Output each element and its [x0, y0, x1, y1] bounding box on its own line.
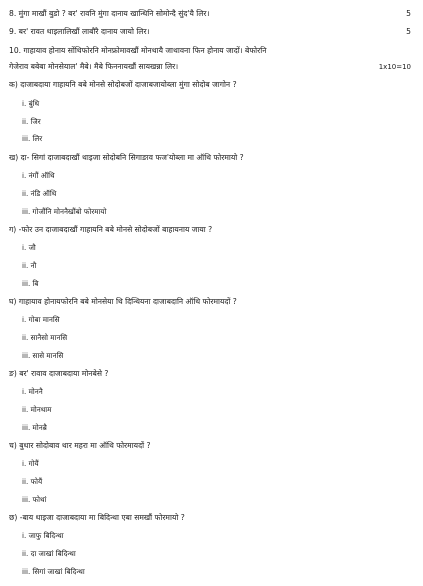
question-10-instruction-line1: 10. गाहायाव होनाय सोंथिफोरनि मोनफ्रोमावखौं मोनथायै जाथावना फिन होनाय जादों। बेफोरनि: [9, 46, 267, 55]
option-item: iii. बि: [22, 279, 39, 288]
option-item: ii. नौ: [22, 261, 37, 270]
option-item: ii. मोनथाम: [22, 405, 52, 414]
option-item: ii. सानैसो मानसि: [22, 333, 68, 342]
option-item: ii. जिर: [22, 117, 41, 126]
question-10-instruction-line2: गेजेराव बबेबा मोनसेयाल' मैबे। मैबे फिननायखौं सायखन्ना लिर।: [9, 62, 179, 71]
option-item: i. गोबा मानसि: [22, 315, 60, 324]
option-item: i. गोयैं: [22, 459, 39, 468]
option-item: iii. गोजौंनि मोननैखौंबो फोरमायो: [22, 207, 107, 216]
subquestion-text: ग) -फोर उन दाजाबदाखौं गाहायनि बबे मोनसे सोदोबजों बाहायनाय जाया ?: [9, 225, 213, 234]
option-item: ii. दा जाखां बिदिन्था: [22, 549, 76, 558]
option-item: iii. मोनब्रै: [22, 423, 47, 432]
subquestion-text: छ) -बाय थाइजा दाजाबदाया मा बिदिन्था एबा समखौं फोरमायो ?: [9, 513, 185, 522]
option-item: ii. फोयैं: [22, 477, 43, 486]
subquestion-text: घ) गाहायाव होनायफोरनि बबे मोनसेया थि दिन्थियना दाजाबदानि ऑथि फोरमायदों ?: [9, 297, 237, 306]
option-item: ii. नंडि ऑथि: [22, 189, 57, 198]
option-item: i. बुंथि: [22, 99, 40, 108]
option-item: i. जाफु बिदिन्था: [22, 531, 64, 540]
subquestion-text: च) बुथार सोदोबाव थार महरा मा ऑथि फोरमायदों ?: [9, 441, 151, 450]
option-item: iii. लिर: [22, 134, 43, 143]
question-8-marks: 5: [406, 9, 411, 18]
question-10-marks: 1x10=10: [378, 63, 411, 71]
subquestion-text: ख) दा- सिगां दाजाबदाखौं थाइजा सोदोबनि सिगाङाव फज'योब्ला मा ऑथि फोरमायो ?: [9, 153, 244, 162]
question-9-marks: 5: [406, 27, 411, 36]
option-item: iii. सिगां जाखां बिदिन्था: [22, 567, 85, 576]
subquestion-text: ङ) बर' रावाव दाजाबदाया मोनबेसे ?: [9, 369, 109, 378]
option-item: i. नंगौं ऑथि: [22, 171, 55, 180]
question-9-text: 9. बर' रावत थाइलालिखौं लाबौरै दानाय जायो लिर।: [9, 27, 150, 36]
question-8-text: 8. मुंगा माखौं बुडो ? बर' रावनि मुंगा दानाय खान्थिनि सोमोन्दै सुंद'यै लिर।: [9, 9, 210, 18]
subquestion-text: क) दाजाबदाया गाहायनि बबे मोनसे सोदोबजों दाजाबजायोब्ला मुंगा सोदोब जागोन ?: [9, 80, 237, 89]
option-item: iii. सासे मानसि: [22, 351, 64, 360]
option-item: i. मोननै: [22, 387, 43, 396]
option-item: i. जौ: [22, 243, 36, 252]
option-item: iii. फोथां: [22, 495, 47, 504]
